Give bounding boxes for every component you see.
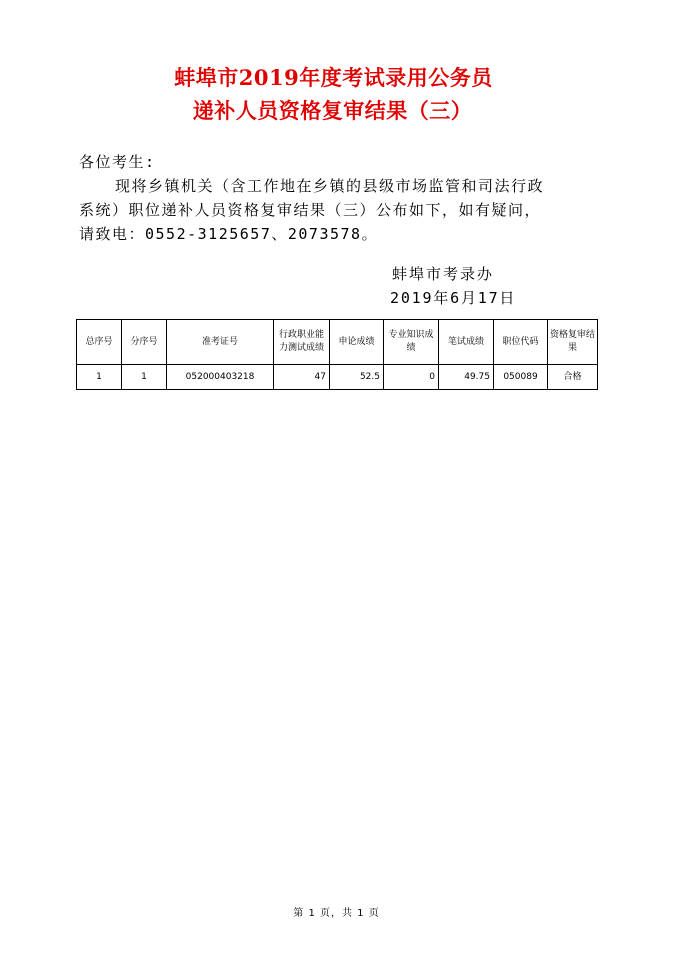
greeting: 各位考生: [79,153,156,171]
header-position-code: 职位代码 [494,320,548,365]
header-written-score: 笔试成绩 [439,320,494,365]
table-row [77,365,598,390]
cell-position-code: 050089 [494,365,548,390]
notice-body-line2: 系统）职位递补人员资格复审结果（三）公布如下，如有疑问， [79,201,542,219]
issue-date: 2019年6月17日 [390,289,517,307]
header-review-result: 资格复审结果 [548,320,598,365]
table-header-row [77,320,598,365]
page-footer: 第 1 页，共 1 页 [293,908,380,919]
cell-professional-score: 0 [384,365,439,390]
header-exam-id: 准考证号 [167,320,274,365]
cell-essay-score: 52.5 [330,365,384,390]
cell-exam-id: 052000403218 [167,365,274,390]
header-sub-index: 分序号 [122,320,167,365]
cell-written-score: 49.75 [439,365,494,390]
header-professional-score: 专业知识成绩 [384,320,439,365]
document-title-line1: 蚌埠市2019年度考试录用公务员 [174,65,493,90]
header-essay-score: 申论成绩 [330,320,384,365]
document-title-line2: 递补人员资格复审结果（三） [192,98,473,123]
cell-review-result: 合格 [548,365,598,390]
cell-aptitude-score: 47 [274,365,330,390]
issuer-name: 蚌埠市考录办 [392,265,495,283]
notice-body-line3: 请致电：0552-3125657、2073578。 [79,225,379,243]
header-aptitude-score: 行政职业能力测试成绩 [274,320,330,365]
cell-total-index: 1 [77,365,122,390]
cell-sub-index: 1 [122,365,167,390]
results-table [76,319,598,390]
header-total-index: 总序号 [77,320,122,365]
notice-body-line1: 现将乡镇机关（含工作地在乡镇的县级市场监管和司法行政 [115,177,545,195]
